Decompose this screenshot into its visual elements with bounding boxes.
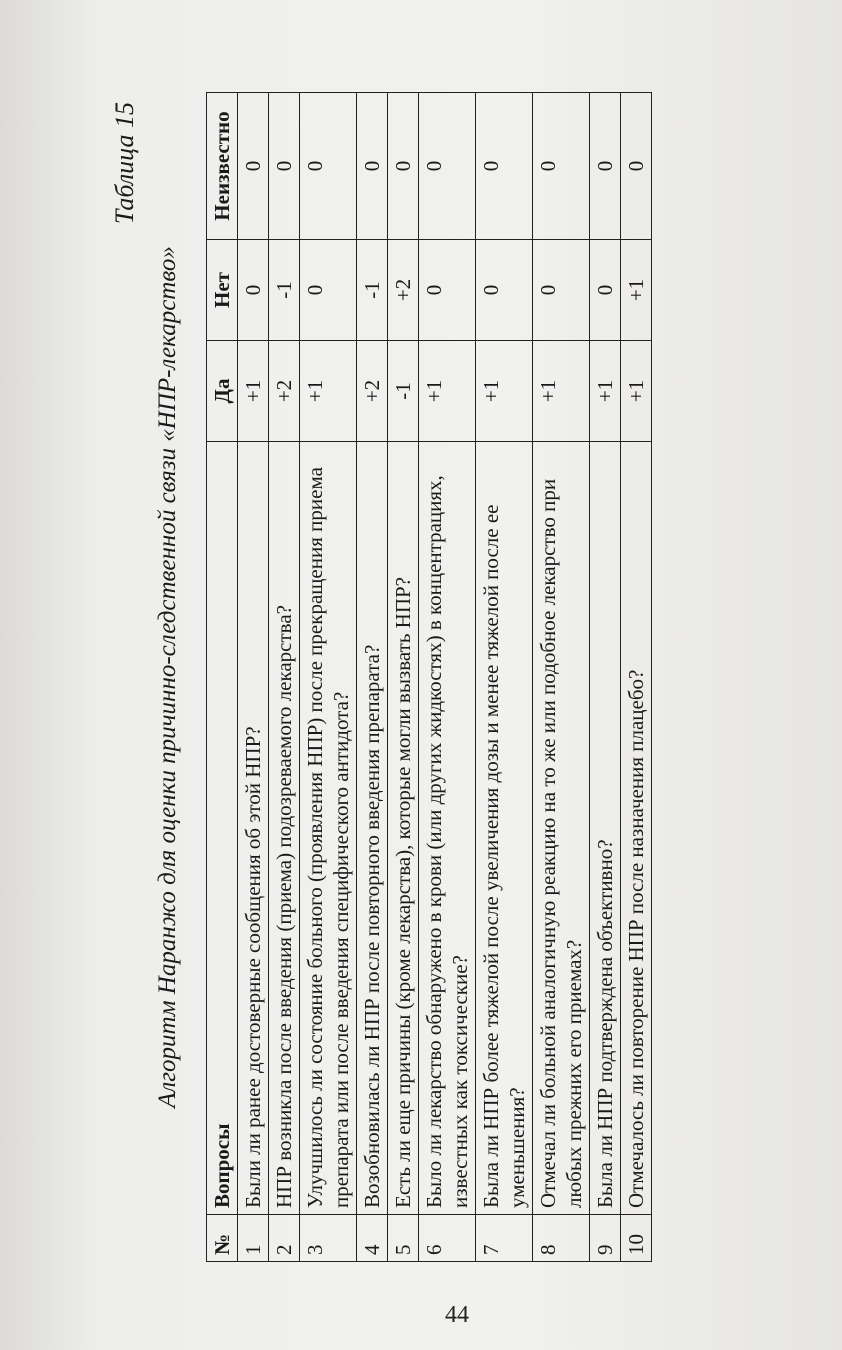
row-number: 1 <box>238 1215 269 1262</box>
row-question: Было ли лекарство обнаружено в крови (или других жидкостях) в концентрациях, известных как токсические? <box>419 442 476 1215</box>
table-row <box>621 93 652 1262</box>
row-question: Улучшилось ли состояние больного (проявления НПР) после прекращения приема препарата или после введения специфического антидота? <box>300 442 357 1215</box>
row-question: Отмечал ли больной аналогичную реакцию на то же или подобное лекарство при любых прежних его приемах? <box>533 442 590 1215</box>
row-number: 5 <box>388 1215 419 1262</box>
table-row <box>388 93 419 1262</box>
row-unknown-score: 0 <box>357 93 388 240</box>
row-yes-score: +1 <box>476 341 533 442</box>
table-row <box>357 93 388 1262</box>
table-row <box>238 93 269 1262</box>
row-number: 10 <box>621 1215 652 1262</box>
row-no-score: 0 <box>419 240 476 341</box>
table-row <box>419 93 476 1262</box>
rotated-table-block <box>110 92 680 1262</box>
row-number: 9 <box>590 1215 621 1262</box>
table-row <box>590 93 621 1262</box>
row-unknown-score: 0 <box>238 93 269 240</box>
header-unknown: Неизвестно <box>207 93 238 240</box>
row-yes-score: +1 <box>590 341 621 442</box>
row-unknown-score: 0 <box>419 93 476 240</box>
row-unknown-score: 0 <box>476 93 533 240</box>
row-question: Были ли ранее достоверные сообщения об этой НПР? <box>238 442 269 1215</box>
row-unknown-score: 0 <box>388 93 419 240</box>
naranjo-table <box>206 92 652 1262</box>
row-number: 8 <box>533 1215 590 1262</box>
row-unknown-score: 0 <box>590 93 621 240</box>
row-yes-score: +1 <box>300 341 357 442</box>
header-questions: Вопросы <box>207 442 238 1215</box>
row-question: Была ли НПР более тяжелой после увеличения дозы и менее тяжелой после ее уменьшения? <box>476 442 533 1215</box>
row-no-score: 0 <box>533 240 590 341</box>
table-label: Таблица 15 <box>110 102 139 225</box>
row-unknown-score: 0 <box>621 93 652 240</box>
table-row <box>476 93 533 1262</box>
row-no-score: -1 <box>269 240 300 341</box>
header-yes: Да <box>207 341 238 442</box>
row-number: 3 <box>300 1215 357 1262</box>
row-unknown-score: 0 <box>300 93 357 240</box>
row-yes-score: +1 <box>419 341 476 442</box>
row-question: Была ли НПР подтверждена объективно? <box>590 442 621 1215</box>
row-number: 7 <box>476 1215 533 1262</box>
table-row <box>533 93 590 1262</box>
table-title: Алгоритм Наранжо для оценки причинно-следственной связи «НПР-лекарство» <box>154 246 181 1108</box>
row-number: 4 <box>357 1215 388 1262</box>
table-row <box>269 93 300 1262</box>
row-no-score: +2 <box>388 240 419 341</box>
row-question: НПР возникла после введения (приема) подозреваемого лекарства? <box>269 442 300 1215</box>
row-number: 6 <box>419 1215 476 1262</box>
row-yes-score: -1 <box>388 341 419 442</box>
header-no: Нет <box>207 240 238 341</box>
table-header-row <box>207 93 238 1262</box>
page-number: 44 <box>445 1302 469 1328</box>
row-yes-score: +2 <box>357 341 388 442</box>
row-no-score: 0 <box>238 240 269 341</box>
row-yes-score: +1 <box>621 341 652 442</box>
table-row <box>300 93 357 1262</box>
row-unknown-score: 0 <box>269 93 300 240</box>
row-question: Отмечалось ли повторение НПР после назначения плацебо? <box>621 442 652 1215</box>
row-no-score: 0 <box>476 240 533 341</box>
row-question: Есть ли еще причины (кроме лекарства), которые могли вызвать НПР? <box>388 442 419 1215</box>
row-unknown-score: 0 <box>533 93 590 240</box>
row-no-score: -1 <box>357 240 388 341</box>
row-question: Возобновилась ли НПР после повторного введения препарата? <box>357 442 388 1215</box>
row-no-score: 0 <box>300 240 357 341</box>
row-yes-score: +1 <box>533 341 590 442</box>
header-num: № <box>207 1215 238 1262</box>
row-yes-score: +1 <box>238 341 269 442</box>
row-number: 2 <box>269 1215 300 1262</box>
row-yes-score: +2 <box>269 341 300 442</box>
row-no-score: +1 <box>621 240 652 341</box>
row-no-score: 0 <box>590 240 621 341</box>
